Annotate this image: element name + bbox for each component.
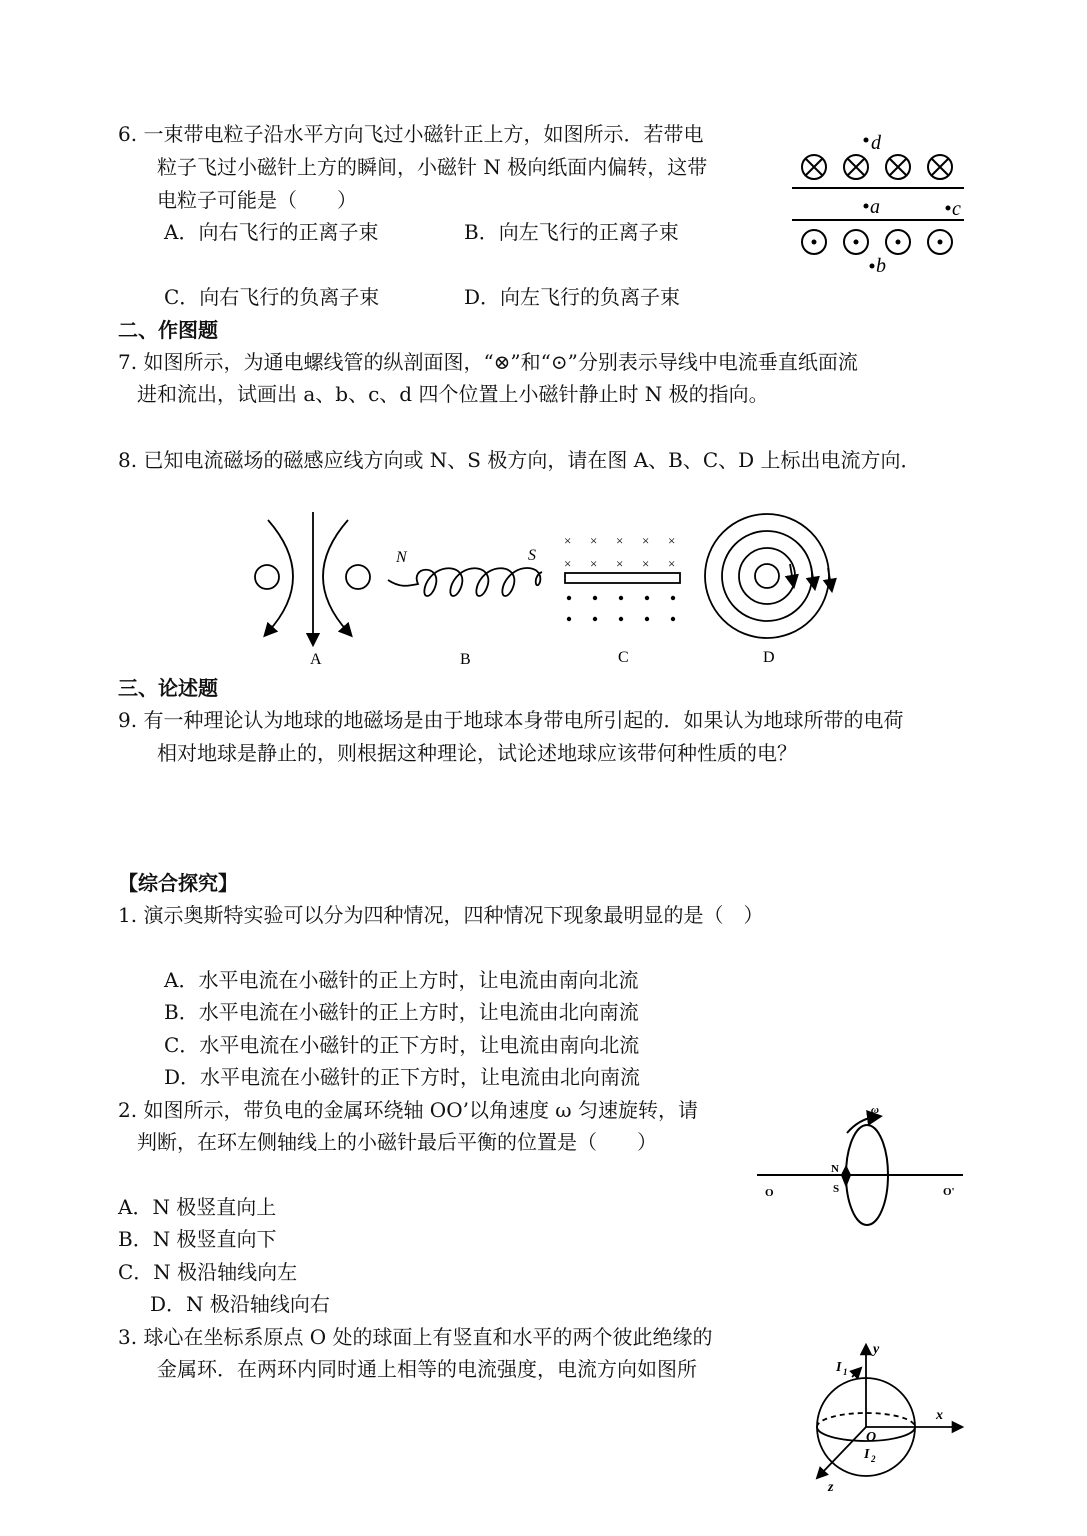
svg-text:×: × [668,556,676,571]
q6-option-b: B．向左飞行的正离子束 [464,220,679,244]
iq2-ring-figure [755,1105,970,1230]
q6-option-d: D．向左飞行的负离子束 [464,285,681,309]
svg-text:×: × [590,533,598,548]
q8-figure [240,500,850,675]
q6-option-a: A．向右飞行的正离子束 [164,220,379,244]
q8-label-c: C [618,649,629,666]
iq3-label-i2: I [864,1447,870,1462]
svg-text:×: × [590,556,598,571]
svg-text:×: × [564,533,572,548]
iq2-line2: 判断，在环左侧轴线上的小磁针最后平衡的位置是（ ） [137,1130,657,1154]
iq1-option-a: A．水平电流在小磁针的正上方时，让电流由南向北流 [164,968,639,992]
q6-solenoid-figure [780,128,980,278]
iq3-label-o: O [866,1430,877,1445]
iq3-label-i1: I [836,1360,842,1375]
svg-text:×: × [642,556,650,571]
iq3-label-y: y [873,1342,880,1357]
iq1-option-c: C．水平电流在小磁针的正下方时，让电流由南向北流 [164,1033,640,1057]
iq1-line1: 1. 演示奥斯特实验可以分为四种情况，四种情况下现象最明显的是（ ） [118,903,764,927]
q9-line1: 9. 有一种理论认为地球的地磁场是由于地球本身带电所引起的．如果认为地球所带的电荷 [118,708,904,732]
q8-label-b: B [460,651,471,668]
iq3-sphere-figure [808,1335,968,1500]
iq2-label-s: S [833,1183,840,1195]
q6-label-b: b [876,255,886,277]
inquiry-heading: 【综合探究】 [118,871,238,895]
iq2-option-d: D．N 极沿轴线向右 [150,1292,330,1316]
q8-label-a: A [310,651,322,668]
q8-label-d: D [763,649,775,666]
svg-text:×: × [616,556,624,571]
q6-option-c: C．向右飞行的负离子束 [164,285,380,309]
svg-text:×: × [564,556,572,571]
iq1-option-b: B．水平电流在小磁针的正上方时，让电流由北向南流 [164,1000,639,1024]
iq3-line1: 3. 球心在坐标系原点 O 处的球面上有竖直和水平的两个彼此绝缘的 [118,1325,713,1349]
q6-label-a: a [870,196,880,218]
iq1-option-d: D．水平电流在小磁针的正下方时，让电流由北向南流 [164,1065,641,1089]
iq2-label-n: N [831,1163,839,1175]
iq3-line2: 金属环．在两环内同时通上相等的电流强度，电流方向如图所 [157,1357,697,1381]
section3-heading: 三、论述题 [118,676,218,700]
svg-text:×: × [616,533,624,548]
q8-line1: 8. 已知电流磁场的磁感应线方向或 N、S 极方向，请在图 A、B、C、D 上标出电流方向． [118,448,921,472]
q9-line2: 相对地球是静止的，则根据这种理论，试论述地球应该带何种性质的电？ [157,741,797,765]
q7-line1: 7. 如图所示，为通电螺线管的纵剖面图，“⊗”和“⊙”分别表示导线中电流垂直纸面流 [118,350,858,374]
q8-label-n: N [396,549,407,566]
q6-line2: 粒子飞过小磁针上方的瞬间，小磁针 N 极向纸面内偏转，这带 [157,155,708,179]
q7-line2: 进和流出，试画出 a、b、c、d 四个位置上小磁针静止时 N 极的指向。 [137,382,769,406]
section2-heading: 二、作图题 [118,318,218,342]
iq2-omega: ω [871,1104,879,1116]
svg-text:×: × [642,533,650,548]
iq2-option-b: B．N 极竖直向下 [118,1227,277,1251]
iq2-line1: 2. 如图所示，带负电的金属环绕轴 OO’以角速度 ω 匀速旋转，请 [118,1098,698,1122]
iq3-label-x: x [936,1408,943,1423]
iq2-label-o: O [765,1187,774,1199]
iq3-label-z: z [828,1480,834,1495]
q8-label-s: S [528,547,536,564]
iq2-option-a: A．N 极竖直向上 [118,1195,277,1219]
q6-label-d: d [871,132,881,154]
q6-line3: 电粒子可能是（ ） [157,188,357,212]
iq2-label-o2: O' [943,1186,955,1198]
q6-line1: 6. 一束带电粒子沿水平方向飞过小磁针正上方，如图所示．若带电 [118,122,704,146]
iq3-label-i1-sub: 1 [843,1367,848,1377]
svg-text:×: × [668,533,676,548]
q6-label-c: c [952,198,961,220]
iq3-label-i2-sub: 2 [871,1454,876,1464]
iq2-option-c: C．N 极沿轴线向左 [118,1260,298,1284]
